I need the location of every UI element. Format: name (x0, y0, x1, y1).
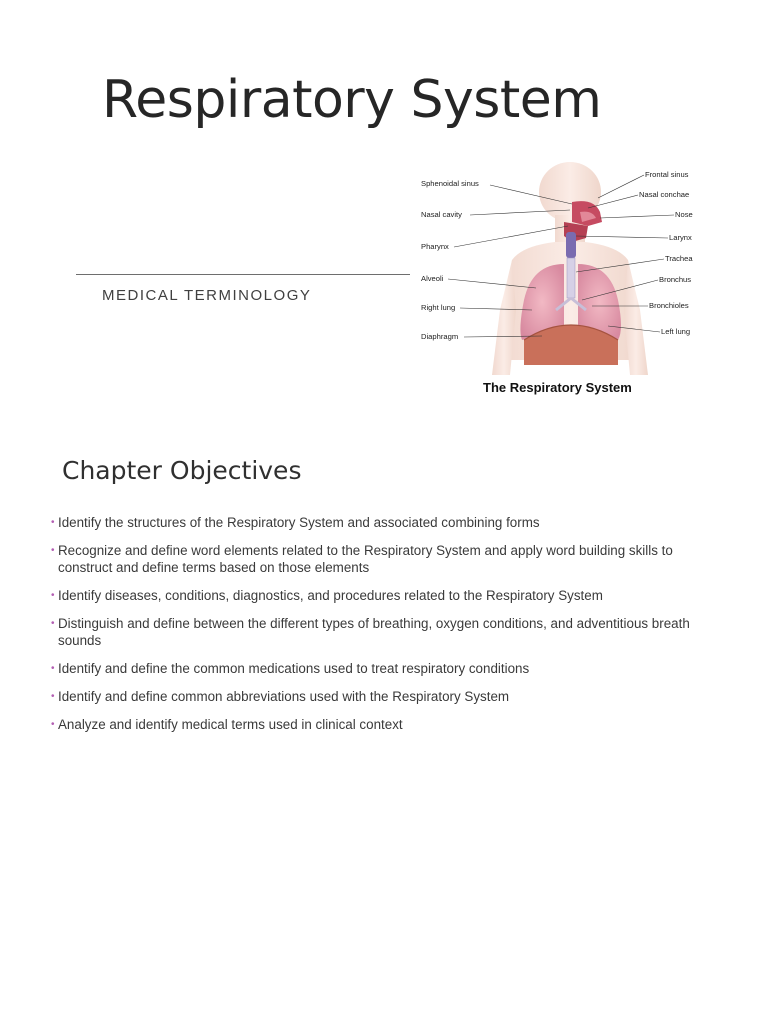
objectives-list (52, 514, 712, 744)
objective-text: Recognize and define word elements related to the Respiratory System and apply word building skills to construct and define terms based on those elements (58, 543, 673, 575)
bullet-icon: • (51, 691, 55, 702)
diagram-caption: The Respiratory System (483, 380, 632, 395)
label-pharynx: Pharynx (421, 242, 449, 251)
objective-item (52, 660, 712, 677)
objective-item (52, 716, 712, 733)
label-frontal-sinus: Frontal sinus (645, 170, 689, 179)
label-bronchioles: Bronchioles (649, 301, 689, 310)
slide-title: Respiratory System (102, 70, 602, 130)
objective-item (52, 587, 712, 604)
objective-text: Identify diseases, conditions, diagnostics, and procedures related to the Respiratory System (58, 588, 603, 603)
label-nasal-conchae: Nasal conchae (639, 190, 690, 199)
label-larynx: Larynx (669, 233, 692, 242)
objective-item (52, 615, 712, 649)
objective-item (52, 688, 712, 705)
label-bronchus: Bronchus (659, 275, 692, 284)
anatomy-illustration (412, 160, 704, 400)
objectives-heading: Chapter Objectives (62, 456, 302, 485)
label-left-lung: Left lung (661, 327, 691, 336)
label-alveoli: Alveoli (421, 274, 444, 283)
bullet-icon: • (51, 618, 55, 629)
title-divider (76, 274, 410, 275)
objective-text: Identify the structures of the Respiratory System and associated combining forms (58, 515, 540, 530)
label-nasal-cavity: Nasal cavity (421, 210, 462, 219)
bullet-icon: • (51, 590, 55, 601)
bullet-icon: • (51, 517, 55, 528)
objective-text: Identify and define common abbreviations used with the Respiratory System (58, 689, 510, 704)
label-diaphragm: Diaphragm (421, 332, 459, 341)
objective-text: Analyze and identify medical terms used in clinical context (58, 717, 403, 732)
label-sphenoidal-sinus: Sphenoidal sinus (421, 179, 479, 188)
objective-text: Distinguish and define between the different types of breathing, oxygen conditions, and adventitious breath sounds (58, 616, 690, 648)
slide-subtitle: MEDICAL TERMINOLOGY (102, 287, 312, 304)
objective-item (52, 514, 712, 531)
label-right-lung: Right lung (421, 303, 456, 312)
bullet-icon: • (51, 545, 55, 556)
bullet-icon: • (51, 719, 55, 730)
objective-item (52, 542, 712, 576)
trachea (567, 258, 575, 298)
label-trachea: Trachea (665, 254, 693, 263)
larynx (566, 232, 576, 258)
label-nose: Nose (675, 210, 693, 219)
respiratory-system-diagram (412, 160, 704, 400)
bullet-icon: • (51, 663, 55, 674)
objective-text: Identify and define the common medications used to treat respiratory conditions (58, 661, 530, 676)
